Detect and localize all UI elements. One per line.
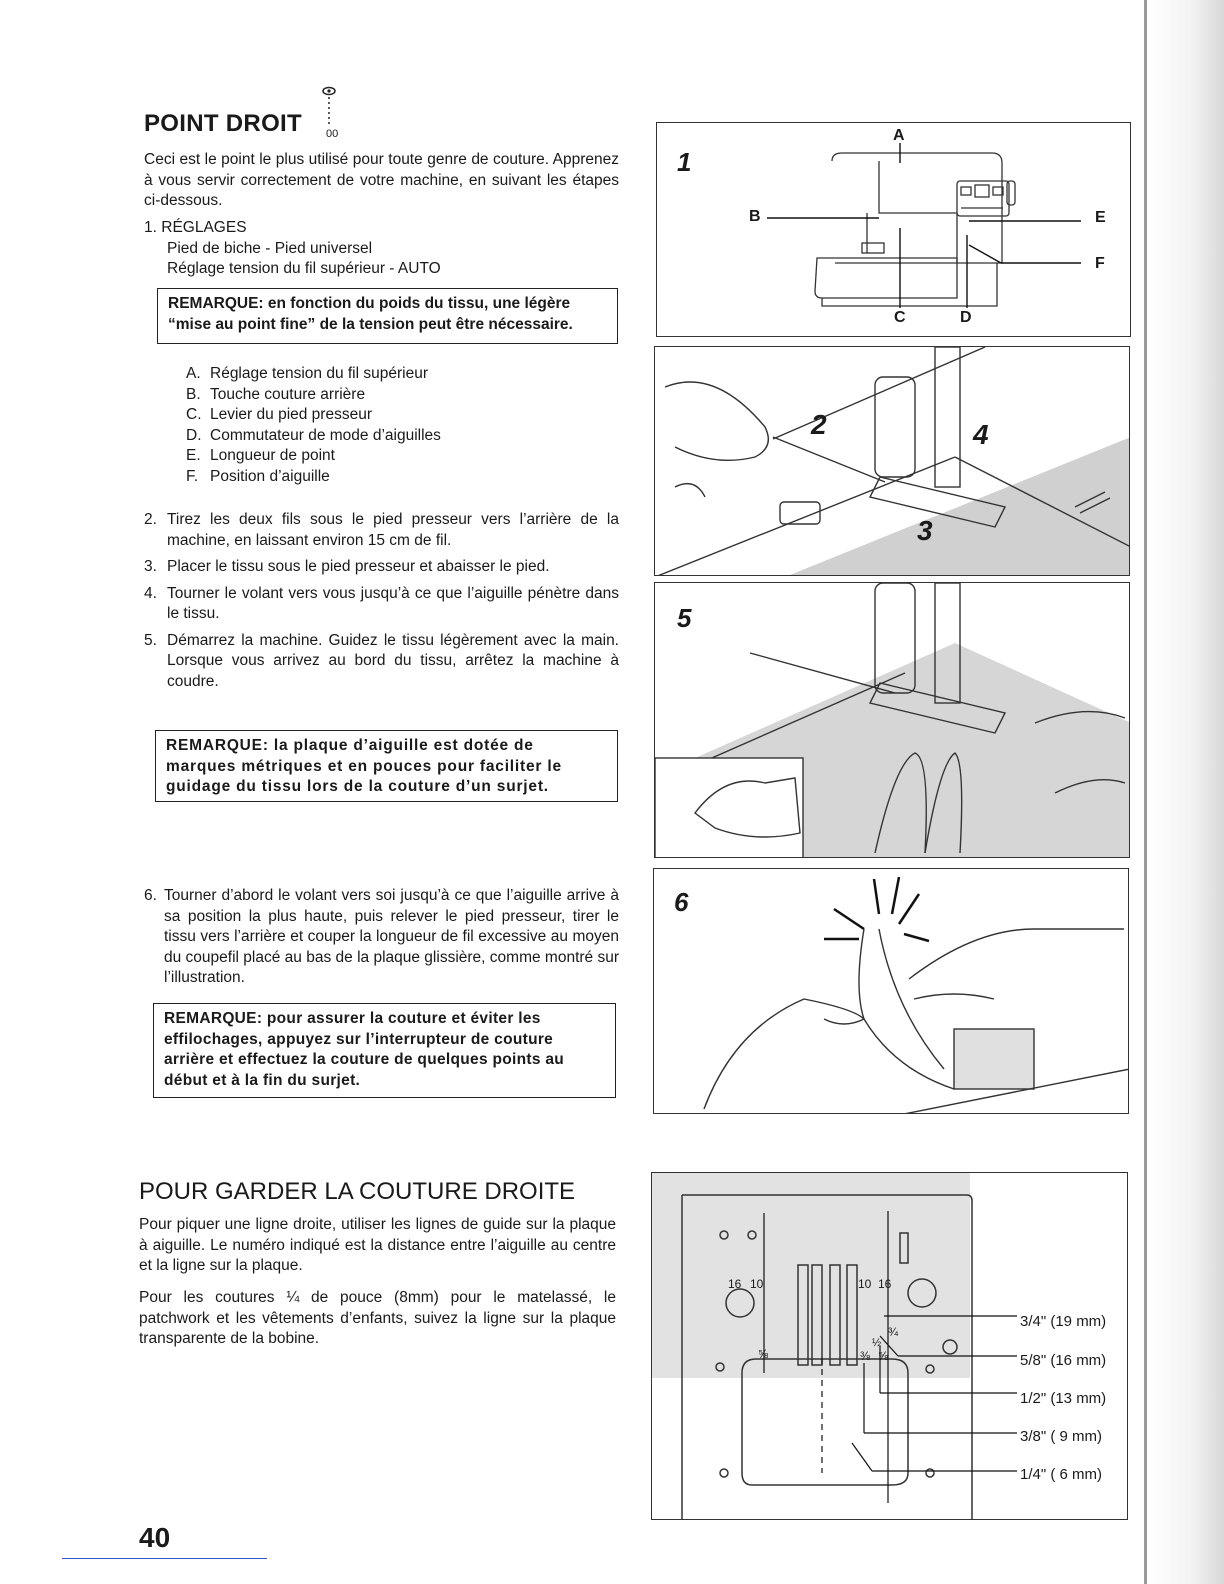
parts-list bbox=[186, 364, 586, 487]
step1-settings bbox=[144, 218, 614, 280]
part-d: D. Commutateur de mode d’aiguilles bbox=[186, 426, 441, 444]
guiding-fabric-drawing bbox=[655, 583, 1130, 858]
measurement-1-2: 1/2" (13 mm) bbox=[1020, 1390, 1107, 1407]
note-tension: REMARQUE: en fonction du poids du tissu, une légère “mise au point fine” de la tension peut être nécessaire. bbox=[157, 288, 618, 344]
plate-mark-3-8: ⅜ bbox=[860, 1349, 871, 1363]
measurement-1-4: 1/4" ( 6 mm) bbox=[1020, 1466, 1103, 1483]
plate-mark-10-right: 10 bbox=[858, 1277, 872, 1291]
sewing-machine-drawing bbox=[657, 123, 1131, 337]
footer-rule bbox=[62, 1558, 267, 1559]
plate-mark-10-left: 10 bbox=[750, 1277, 764, 1291]
figure-cut-thread bbox=[653, 868, 1129, 1114]
part-e: E. Longueur de point bbox=[186, 447, 335, 464]
step-6-number: 6. bbox=[144, 887, 157, 904]
steps-list bbox=[144, 510, 619, 698]
step1-title: RÉGLAGES bbox=[161, 219, 247, 236]
step-6 bbox=[144, 886, 619, 989]
part-f: F. Position d’aiguille bbox=[186, 467, 330, 485]
step-4: 4. Tourner le volant vers vous jusqu’à ce que l’aiguille pénètre dans le tissu. bbox=[144, 584, 619, 622]
label-b: B bbox=[749, 208, 761, 225]
plate-mark-5-8-right: ⅝ bbox=[878, 1349, 889, 1363]
label-f: F bbox=[1095, 255, 1105, 272]
measurement-3-4: 3/4" (19 mm) bbox=[1020, 1313, 1107, 1330]
page-number: 40 bbox=[139, 1522, 171, 1553]
section-title-point-droit: POINT DROIT bbox=[144, 110, 302, 137]
arrow-label-4: 4 bbox=[973, 419, 989, 450]
plate-mark-16-left: 16 bbox=[728, 1277, 742, 1291]
plate-mark-16-right: 16 bbox=[878, 1277, 892, 1291]
plate-mark-1-2: ½ bbox=[872, 1337, 882, 1349]
stitch-code: 00 bbox=[326, 128, 339, 140]
measurement-3-8: 3/8" ( 9 mm) bbox=[1020, 1428, 1103, 1445]
figure-start-sewing bbox=[654, 582, 1130, 858]
figure-machine-overview bbox=[656, 122, 1131, 337]
step1-line1: Pied de biche - Pied universel bbox=[167, 239, 373, 257]
straight-seam-paragraph-2: Pour les coutures ¼ de pouce (8mm) pour le matelassé, le patchwork et les vêtements d’enfants, suivez la ligne sur la plaque transparente de la bobine. bbox=[139, 1289, 616, 1347]
straight-seam-paragraph-1: Pour piquer une ligne droite, utiliser les lignes de guide sur la plaque à aiguille. Le numéro indiqué est la distance entre l’aiguille au centre et la ligne sur la plaque. bbox=[139, 1216, 616, 1274]
presser-foot-threads-drawing bbox=[655, 347, 1130, 576]
arrow-label-2: 2 bbox=[811, 409, 827, 440]
step-3: 3. Placer le tissu sous le pied presseur et abaisser le pied. bbox=[144, 558, 550, 575]
arrow-label-3: 3 bbox=[917, 515, 933, 546]
label-d: D bbox=[960, 309, 972, 326]
note-plate-markings: REMARQUE: la plaque d’aiguille est dotée de marques métriques et en pouces pour faciliter le guidage du tissu lors de la couture d’un surjet. bbox=[155, 730, 618, 802]
part-c: C. Levier du pied presseur bbox=[186, 406, 372, 423]
step-5: 5. Démarrez la machine. Guidez le tissu légèrement avec la main. Lorsque vous arrivez au bord du tissu, arrêtez la machine à coudre. bbox=[144, 631, 619, 690]
page-edge-shadow bbox=[1148, 0, 1224, 1584]
figure4-step-number: 6 bbox=[674, 887, 689, 917]
label-e: E bbox=[1095, 209, 1106, 226]
figure1-step-number: 1 bbox=[677, 147, 692, 177]
part-b: B. Touche couture arrière bbox=[186, 385, 366, 403]
label-a: A bbox=[893, 127, 905, 144]
plate-mark-5-8-left: ⅝ bbox=[758, 1347, 769, 1361]
intro-paragraph: Ceci est le point le plus utilisé pour toute genre de couture. Apprenez à vous servir correctement de votre machine, en suivant les étapes ci-dessous. bbox=[144, 151, 619, 209]
step1-number: 1. bbox=[144, 219, 157, 236]
measurement-5-8: 5/8" (16 mm) bbox=[1020, 1352, 1107, 1369]
figure-pull-threads bbox=[654, 346, 1130, 576]
step-6-text: Tourner d’abord le volant vers soi jusqu’à ce que l’aiguille arrive à sa position la plus haute, puis relever le pied presseur, tirer le tissu vers l’arrière et couper la longueur de fil excessive au moyen du coupefil placé au bas de la plaque glissière, comme montré sur l’illustration. bbox=[164, 887, 619, 986]
step1-line2: Réglage tension du fil supérieur - AUTO bbox=[167, 260, 441, 277]
step-2: 2. Tirez les deux fils sous le pied presseur vers l’arrière de la machine, en laissant environ 15 cm de fil. bbox=[144, 511, 619, 549]
thread-cutter-drawing bbox=[654, 869, 1129, 1114]
section-title-straight-seam: POUR GARDER LA COUTURE DROITE bbox=[139, 1178, 576, 1205]
label-c: C bbox=[894, 309, 906, 326]
page-edge-line bbox=[1144, 0, 1147, 1584]
note-backstitch: REMARQUE: pour assurer la couture et éviter les effilochages, appuyez sur l’interrupteur de couture arrière et effectuez la couture de quelques points au début et à la fin du surjet. bbox=[153, 1003, 616, 1098]
figure3-step-number: 5 bbox=[677, 603, 692, 633]
part-a: A. Réglage tension du fil supérieur bbox=[186, 365, 428, 382]
plate-mark-3-4: ¾ bbox=[888, 1325, 899, 1339]
